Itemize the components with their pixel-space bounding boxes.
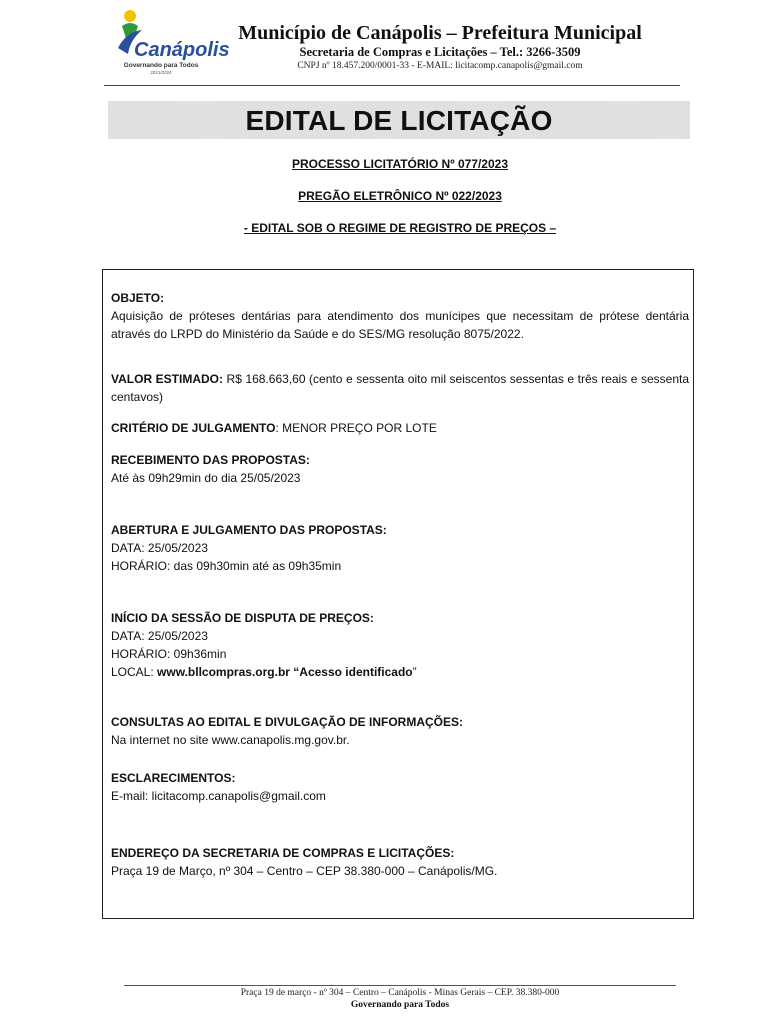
logo-period: 2021/2024 xyxy=(150,70,172,75)
recebimento-heading: RECEBIMENTO DAS PROPOSTAS: xyxy=(111,453,310,467)
esclarecimentos-email: E-mail: licitacomp.canapolis@gmail.com xyxy=(111,789,326,803)
consultas-heading: CONSULTAS AO EDITAL E DIVULGAÇÃO DE INFORMAÇÕES: xyxy=(111,715,464,729)
endereco-section xyxy=(111,844,689,880)
inicio-date: DATA: 25/05/2023 xyxy=(111,629,208,643)
criterio-section xyxy=(111,419,689,437)
local-site-link[interactable]: www.bllcompras.org.br “Acesso identificado xyxy=(157,665,413,679)
consultas-text: Na internet no site www.canapolis.mg.gov.br. xyxy=(111,733,350,747)
abertura-date: DATA: 25/05/2023 xyxy=(111,541,208,555)
recebimento-text: Até às 09h29min do dia 25/05/2023 xyxy=(111,471,301,485)
logo-emblem-icon xyxy=(112,8,230,64)
header-divider xyxy=(104,85,680,86)
valor-heading: VALOR ESTIMADO: xyxy=(111,372,223,386)
footer-motto: Governando para Todos xyxy=(350,1000,450,1010)
municipal-logo xyxy=(112,8,230,78)
criterio-heading: CRITÉRIO DE JULGAMENTO xyxy=(111,421,276,435)
header-subtitle: Secretaria de Compras e Licitações – Tel.: 3266-3509 xyxy=(299,45,581,59)
info-box xyxy=(102,269,694,919)
recebimento-section xyxy=(111,451,689,487)
esclarecimentos-section xyxy=(111,769,689,805)
logo-tagline: Governando para Todos xyxy=(123,62,199,69)
regime-line: - EDITAL SOB O REGIME DE REGISTRO DE PREÇOS – xyxy=(243,221,557,235)
objeto-heading: OBJETO: xyxy=(111,291,165,305)
document-title-band xyxy=(108,101,690,139)
inicio-heading: INÍCIO DA SESSÃO DE DISPUTA DE PREÇOS: xyxy=(111,611,374,625)
local-label: LOCAL: xyxy=(111,665,158,679)
abertura-section xyxy=(111,521,689,575)
logo-wordmark: Canápolis xyxy=(134,39,230,61)
abertura-heading: ABERTURA E JULGAMENTO DAS PROPOSTAS: xyxy=(111,523,387,537)
endereco-heading: ENDEREÇO DA SECRETARIA DE COMPRAS E LICITAÇÕES: xyxy=(111,846,455,860)
inicio-time: HORÁRIO: 09h36min xyxy=(111,647,227,661)
header-title: Município de Canápolis – Prefeitura Municipal xyxy=(238,22,642,44)
esclarecimentos-heading: ESCLARECIMENTOS: xyxy=(111,771,236,785)
abertura-time: HORÁRIO: das 09h30min até as 09h35min xyxy=(111,559,342,573)
endereco-text: Praça 19 de Março, nº 304 – Centro – CEP 38.380-000 – Canápolis/MG. xyxy=(111,864,498,878)
pregao-number: PREGÃO ELETRÔNICO Nº 022/2023 xyxy=(298,189,502,203)
valor-text: R$ 168.663,60 (cento e sessenta oito mil seiscentos sessentas e três reais e sessenta centavos) xyxy=(111,372,689,404)
consultas-section xyxy=(111,713,689,749)
footer-address: Praça 19 de março - nº 304 – Centro – Canápolis - Minas Gerais – CEP. 38.380-000 xyxy=(240,988,560,998)
inicio-section xyxy=(111,609,689,681)
footer-divider xyxy=(124,985,676,986)
header-cnpj: CNPJ nº 18.457.200/0001-33 - E-MAIL: licitacomp.canapolis@gmail.com xyxy=(297,61,583,71)
valor-section xyxy=(111,370,689,406)
inicio-local xyxy=(111,663,689,681)
objeto-text: Aquisição de próteses dentárias para atendimento dos munícipes que necessitam de prótese dentária através do LRPD do Ministério da Saúde e do SES/MG resolução 8075/2022. xyxy=(111,309,689,341)
document-title: EDITAL DE LICITAÇÃO xyxy=(245,105,553,136)
objeto-section xyxy=(111,289,689,343)
criterio-text: : MENOR PREÇO POR LOTE xyxy=(275,421,437,435)
processo-number: PROCESSO LICITATÓRIO Nº 077/2023 xyxy=(292,157,508,171)
local-end-quote: ” xyxy=(412,665,417,679)
